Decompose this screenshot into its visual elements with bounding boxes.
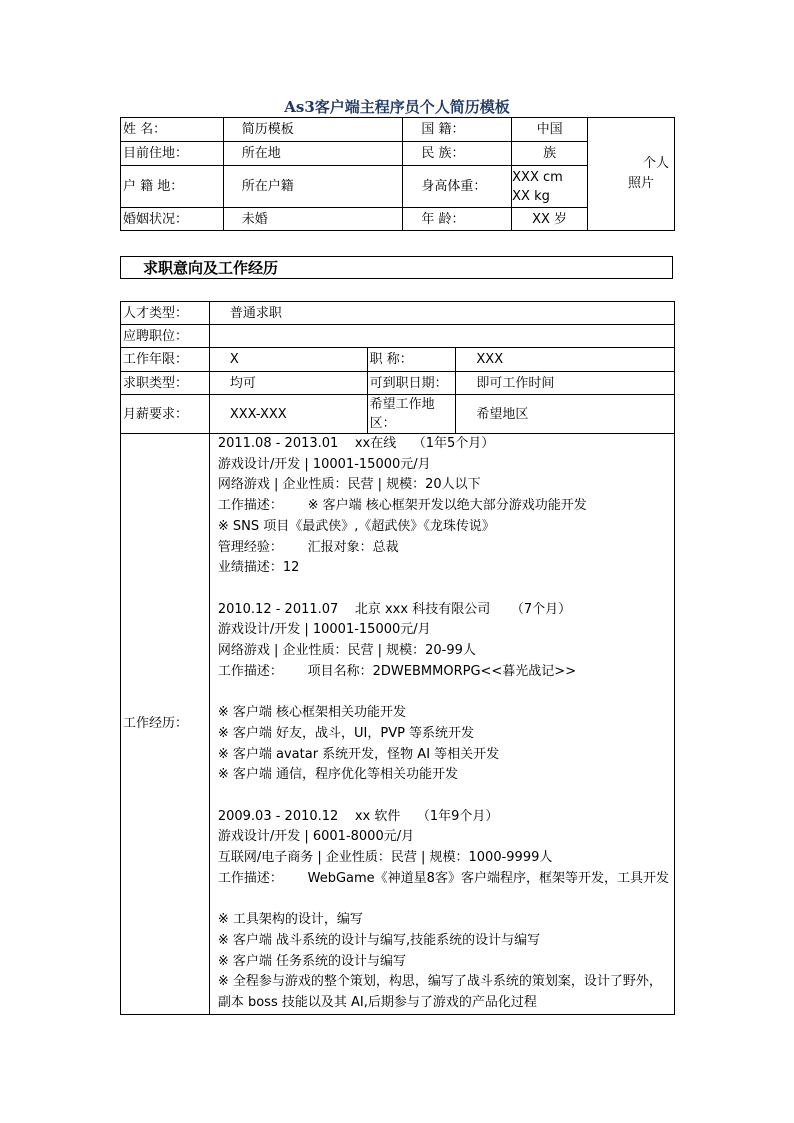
height-weight-value <box>512 166 588 208</box>
experience-line: 2009.03 - 2010.12 xx 软件 （1年9个月） <box>217 808 499 824</box>
name-value: 简历模板 <box>223 118 403 142</box>
region-label: 希望工作地区： <box>367 395 456 434</box>
marital-value: 未婚 <box>223 208 403 231</box>
job-intention-table <box>120 301 675 1015</box>
experience-line: 工作描述： ※ 客户端 核心框架开发以绝大部分游戏功能开发 <box>217 498 587 514</box>
height-weight-label: 身高体重： <box>403 166 512 208</box>
ethnicity-value: 族 <box>512 142 588 166</box>
experience-line: ※ 工具架构的设计，编写 <box>217 912 363 928</box>
document-title: As3客户端主程序员个人简历模板 <box>284 98 510 116</box>
experience-line: ※ 客户端 avatar 系统开发，怪物 AI 等相关开发 <box>217 746 500 762</box>
age-label: 年 龄： <box>403 208 512 231</box>
job-title-value: XXX <box>456 348 675 372</box>
talent-type-label: 人才类型： <box>121 302 210 325</box>
residence-value: 所在地 <box>223 142 403 166</box>
experience-line: 游戏设计/开发 | 6001-8000元/月 <box>217 829 415 845</box>
position-value <box>209 325 674 348</box>
experience-spacer <box>218 889 672 910</box>
experience-line: 2011.08 - 2013.01 xx在线 （1年5个月） <box>217 436 495 451</box>
job-type-value: 均可 <box>209 372 367 395</box>
height-value: XXX cm <box>512 169 563 185</box>
nationality-label: 国 籍： <box>403 118 512 142</box>
experience-line: 管理经验： 汇报对象：总裁 <box>217 539 399 555</box>
region-value: 希望地区 <box>456 395 675 434</box>
experience-line: ※ 客户端 好友，战斗，UI，PVP 等系统开发 <box>217 725 475 741</box>
experience-spacer <box>218 786 672 807</box>
salary-value: XXX-XXX <box>209 395 367 434</box>
available-date-value: 即可工作时间 <box>456 372 675 395</box>
experience-label: 工作经历： <box>121 434 210 1015</box>
weight-value: XX kg <box>512 188 550 204</box>
years-value: X <box>209 348 367 372</box>
experience-line: 网络游戏 | 企业性质：民营 | 规模：20-99人 <box>217 643 476 659</box>
experience-line: ※ 全程参与游戏的整个策划，构思，编写了战斗系统的策划案，设计了野外，副本 boss 技能以及其 AI,后期参与了游戏的产品化过程 <box>217 974 662 1010</box>
experience-line: 工作描述： 项目名称：2DWEBMMORPG<<暮光战记>> <box>217 663 577 679</box>
experience-line: 游戏设计/开发 | 10001-15000元/月 <box>217 456 431 472</box>
experience-line: 网络游戏 | 企业性质：民营 | 规模：20人以下 <box>217 477 481 493</box>
experience-line: ※ 客户端 通信，程序优化等相关功能开发 <box>217 767 459 783</box>
job-title-label: 职 称： <box>367 348 456 372</box>
experience-line: 业绩描述：12 <box>217 560 300 576</box>
personal-info-table <box>120 117 675 231</box>
experience-line: ※ SNS 项目《最武侠》,《超武侠》《龙珠传说》 <box>217 518 495 534</box>
hukou-value: 所在户籍 <box>223 166 403 208</box>
experience-spacer <box>218 682 672 703</box>
name-label: 姓 名： <box>121 118 224 142</box>
photo-line-1: 个人 <box>643 156 670 171</box>
job-type-label: 求职类型： <box>121 372 210 395</box>
photo-line-2: 照片 <box>628 176 655 191</box>
experience-line: 工作描述： WebGame《神道星8客》客户端程序，框架等开发，工具开发 <box>217 870 669 886</box>
salary-label: 月薪要求： <box>121 395 210 434</box>
available-date-label: 可到职日期： <box>367 372 456 395</box>
years-label: 工作年限： <box>121 348 210 372</box>
age-value: XX 岁 <box>512 208 588 231</box>
experience-line: ※ 客户端 战斗系统的设计与编写,技能系统的设计与编写 <box>217 932 541 948</box>
position-label: 应聘职位： <box>121 325 210 348</box>
experience-spacer <box>218 579 672 600</box>
experience-content <box>209 434 674 1015</box>
experience-line: 游戏设计/开发 | 10001-15000元/月 <box>217 622 431 638</box>
talent-type-value: 普通求职 <box>209 302 674 325</box>
residence-label: 目前住地： <box>121 142 224 166</box>
experience-line: 互联网/电子商务 | 企业性质：民营 | 规模：1000-9999人 <box>217 850 553 866</box>
photo-placeholder <box>588 118 675 231</box>
nationality-value: 中国 <box>512 118 588 142</box>
experience-line: ※ 客户端 任务系统的设计与编写 <box>217 953 407 969</box>
marital-label: 婚姻状况： <box>121 208 224 231</box>
experience-line: ※ 客户端 核心框架相关功能开发 <box>217 705 407 721</box>
ethnicity-label: 民 族： <box>403 142 512 166</box>
experience-line: 2010.12 - 2011.07 北京 xxx 科技有限公司 （7个月） <box>217 601 572 617</box>
hukou-label: 户 籍 地： <box>121 166 224 208</box>
section-heading: 求职意向及工作经历 <box>120 256 673 279</box>
